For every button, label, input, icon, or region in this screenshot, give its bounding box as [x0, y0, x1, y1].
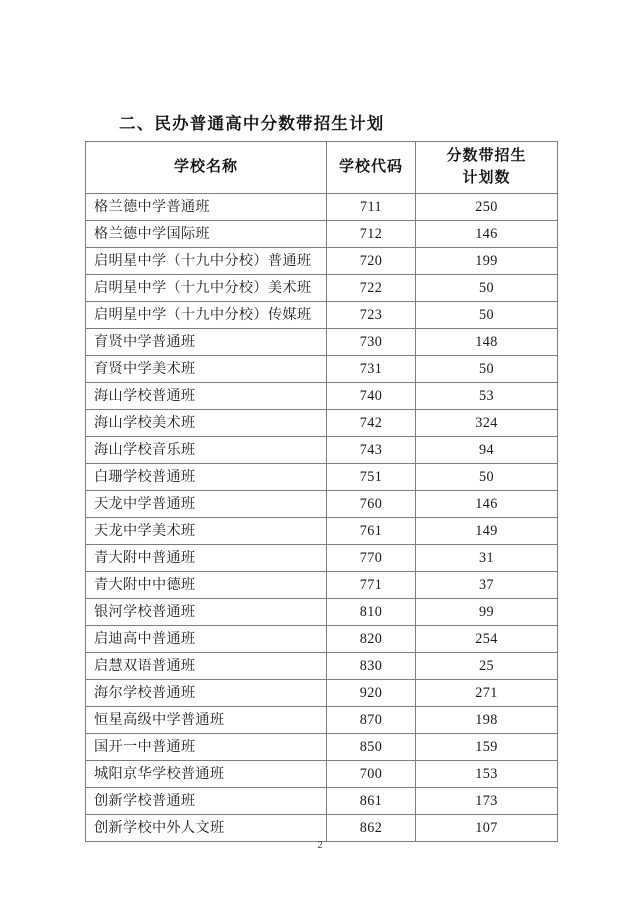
cell-school-code: 731 [327, 356, 416, 383]
cell-school-name: 启迪高中普通班 [86, 626, 327, 653]
cell-quota: 146 [416, 491, 558, 518]
cell-school-name: 启明星中学（十九中分校）美术班 [86, 275, 327, 302]
table-row [86, 545, 558, 572]
table-header-row [86, 142, 558, 194]
cell-school-name: 育贤中学普通班 [86, 329, 327, 356]
column-header-school-name: 学校名称 [86, 142, 327, 194]
cell-school-code: 870 [327, 707, 416, 734]
cell-quota: 250 [416, 194, 558, 221]
table-row [86, 329, 558, 356]
cell-quota: 254 [416, 626, 558, 653]
cell-school-name: 恒星高级中学普通班 [86, 707, 327, 734]
table-row [86, 815, 558, 842]
cell-school-code: 720 [327, 248, 416, 275]
cell-school-name: 启明星中学（十九中分校）普通班 [86, 248, 327, 275]
cell-quota: 53 [416, 383, 558, 410]
page-title: 二、民办普通高中分数带招生计划 [119, 114, 385, 133]
cell-quota: 173 [416, 788, 558, 815]
cell-quota: 50 [416, 302, 558, 329]
cell-quota: 99 [416, 599, 558, 626]
cell-quota: 37 [416, 572, 558, 599]
cell-quota: 199 [416, 248, 558, 275]
cell-school-code: 751 [327, 464, 416, 491]
column-header-quota [416, 142, 558, 194]
cell-school-code: 761 [327, 518, 416, 545]
cell-school-name: 国开一中普通班 [86, 734, 327, 761]
column-header-quota-line2: 计划数 [462, 169, 511, 186]
cell-school-name: 城阳京华学校普通班 [86, 761, 327, 788]
cell-school-name: 启慧双语普通班 [86, 653, 327, 680]
table-row [86, 707, 558, 734]
table-row [86, 572, 558, 599]
table-row [86, 194, 558, 221]
cell-quota: 25 [416, 653, 558, 680]
cell-school-code: 740 [327, 383, 416, 410]
table-body [86, 194, 558, 842]
cell-school-code: 712 [327, 221, 416, 248]
cell-school-name: 海山学校音乐班 [86, 437, 327, 464]
table-row [86, 518, 558, 545]
column-header-quota-line1: 分数带招生 [446, 147, 527, 164]
cell-quota: 271 [416, 680, 558, 707]
table-row [86, 680, 558, 707]
cell-quota: 50 [416, 275, 558, 302]
cell-quota: 50 [416, 464, 558, 491]
table-row [86, 599, 558, 626]
table-row [86, 221, 558, 248]
cell-school-code: 770 [327, 545, 416, 572]
cell-school-code: 850 [327, 734, 416, 761]
table-row [86, 464, 558, 491]
cell-school-code: 743 [327, 437, 416, 464]
cell-quota: 107 [416, 815, 558, 842]
admission-plan-table-container [85, 141, 557, 842]
table-row [86, 788, 558, 815]
cell-quota: 324 [416, 410, 558, 437]
cell-quota: 146 [416, 221, 558, 248]
cell-school-name: 海山学校美术班 [86, 410, 327, 437]
table-row [86, 761, 558, 788]
cell-school-name: 青大附中普通班 [86, 545, 327, 572]
cell-school-code: 723 [327, 302, 416, 329]
cell-school-code: 820 [327, 626, 416, 653]
cell-school-code: 771 [327, 572, 416, 599]
cell-school-name: 创新学校普通班 [86, 788, 327, 815]
table-row [86, 491, 558, 518]
cell-quota: 149 [416, 518, 558, 545]
cell-school-code: 810 [327, 599, 416, 626]
table-row [86, 653, 558, 680]
cell-school-name: 银河学校普通班 [86, 599, 327, 626]
cell-quota: 50 [416, 356, 558, 383]
cell-school-code: 700 [327, 761, 416, 788]
cell-school-code: 730 [327, 329, 416, 356]
table-row [86, 383, 558, 410]
table-row [86, 275, 558, 302]
column-header-school-code: 学校代码 [327, 142, 416, 194]
cell-quota: 198 [416, 707, 558, 734]
cell-school-name: 白珊学校普通班 [86, 464, 327, 491]
table-row [86, 248, 558, 275]
cell-school-code: 920 [327, 680, 416, 707]
table-row [86, 302, 558, 329]
cell-quota: 153 [416, 761, 558, 788]
cell-quota: 31 [416, 545, 558, 572]
cell-school-name: 格兰德中学国际班 [86, 221, 327, 248]
cell-school-code: 760 [327, 491, 416, 518]
cell-quota: 159 [416, 734, 558, 761]
table-header [86, 142, 558, 194]
cell-school-name: 启明星中学（十九中分校）传媒班 [86, 302, 327, 329]
cell-quota: 94 [416, 437, 558, 464]
cell-school-name: 天龙中学美术班 [86, 518, 327, 545]
cell-school-name: 格兰德中学普通班 [86, 194, 327, 221]
cell-school-code: 830 [327, 653, 416, 680]
cell-school-name: 海山学校普通班 [86, 383, 327, 410]
table-row [86, 437, 558, 464]
cell-quota: 148 [416, 329, 558, 356]
cell-school-name: 青大附中中德班 [86, 572, 327, 599]
cell-school-code: 862 [327, 815, 416, 842]
table-row [86, 734, 558, 761]
cell-school-code: 722 [327, 275, 416, 302]
cell-school-code: 711 [327, 194, 416, 221]
admission-plan-table [85, 141, 558, 842]
cell-school-name: 海尔学校普通班 [86, 680, 327, 707]
cell-school-code: 861 [327, 788, 416, 815]
table-row [86, 626, 558, 653]
page-number: 2 [317, 840, 323, 851]
table-row [86, 410, 558, 437]
table-row [86, 356, 558, 383]
cell-school-name: 创新学校中外人文班 [86, 815, 327, 842]
cell-school-name: 育贤中学美术班 [86, 356, 327, 383]
cell-school-name: 天龙中学普通班 [86, 491, 327, 518]
cell-school-code: 742 [327, 410, 416, 437]
